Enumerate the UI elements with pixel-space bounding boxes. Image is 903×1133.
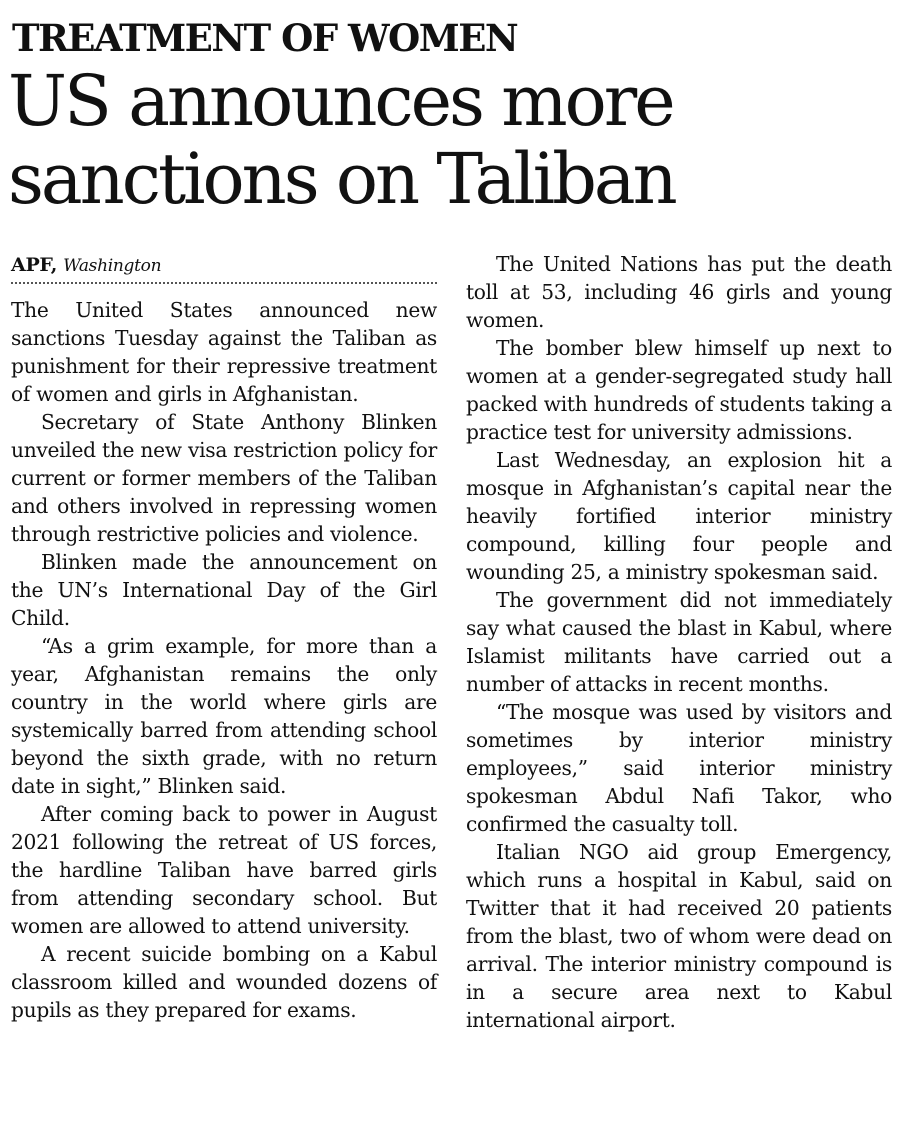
paragraph: The United Nations has put the death toll at 53, including 46 girls and young women. xyxy=(466,252,892,332)
article-column-right xyxy=(466,250,892,1034)
headline-line-1: US announces more xyxy=(8,60,673,142)
paragraph: After coming back to power in August 2021 following the retreat of US forces, the hardline Taliban have barred girls from attending secondary school. But women are allowed to attend university. xyxy=(11,802,437,938)
paragraph: A recent suicide bombing on a Kabul classroom killed and wounded dozens of pupils as they prepared for exams. xyxy=(11,942,437,1022)
paragraph: Blinken made the announcement on the UN’s International Day of the Girl Child. xyxy=(11,550,437,630)
paragraph: Secretary of State Anthony Blinken unveiled the new visa restriction policy for current or former members of the Taliban and others involved in repressing women through restrictive policies and violence. xyxy=(11,410,437,546)
paragraph: The bomber blew himself up next to women at a gender-segregated study hall packed with hundreds of students taking a practice test for university admissions. xyxy=(466,336,892,444)
paragraph: “The mosque was used by visitors and sometimes by interior ministry employees,” said interior ministry spokesman Abdul Nafi Takor, who confirmed the casualty toll. xyxy=(466,700,892,836)
section-kicker: TREATMENT OF WOMEN xyxy=(12,16,518,60)
article-column-left xyxy=(11,250,437,1024)
byline-agency: APF, xyxy=(11,254,58,276)
headline-line-2: sanctions on Taliban xyxy=(8,138,675,220)
paragraph: The government did not immediately say what caused the blast in Kabul, where Islamist militants have carried out a number of attacks in recent months. xyxy=(466,588,892,696)
paragraph: Last Wednesday, an explosion hit a mosque in Afghanistan’s capital near the heavily fortified interior ministry compound, killing four people and wounding 25, a ministry spokesman said. xyxy=(466,448,892,584)
paragraph: The United States announced new sanctions Tuesday against the Taliban as punishment for their repressive treatment of women and girls in Afghanistan. xyxy=(11,298,437,406)
byline-place: Washington xyxy=(63,256,162,276)
byline xyxy=(11,250,437,284)
paragraph: “As a grim example, for more than a year, Afghanistan remains the only country in the world where girls are systemically barred from attending school beyond the sixth grade, with no return date in sight,” Blinken said. xyxy=(11,634,437,798)
headline xyxy=(8,62,898,218)
paragraph: Italian NGO aid group Emergency, which runs a hospital in Kabul, said on Twitter that it had received 20 patients from the blast, two of whom were dead on arrival. The interior ministry compound is in a secure area next to Kabul international airport. xyxy=(466,840,892,1032)
